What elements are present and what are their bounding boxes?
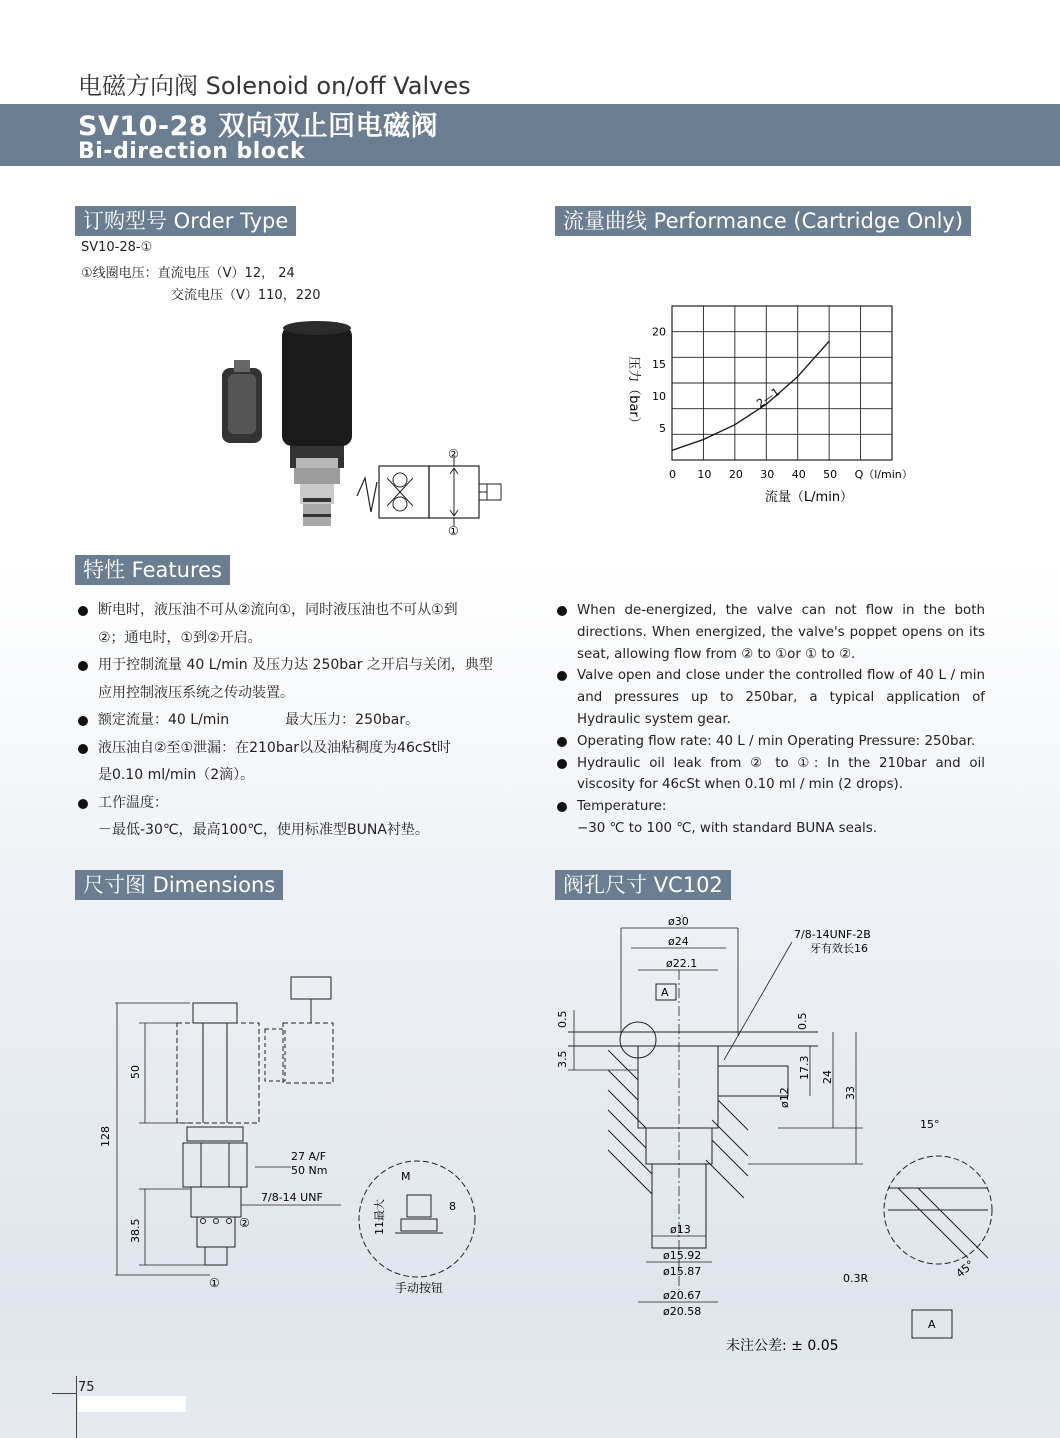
cav-thread-len: 牙有效长16	[810, 942, 868, 955]
order-voltage-dc: ①线圈电压：直流电压（V）12， 24	[81, 266, 295, 281]
chart-grid	[672, 306, 892, 460]
feature-en-temp: −30 ℃ to 100 ℃, with standard BUNA seals.	[577, 820, 877, 836]
dim-8: 8	[449, 1200, 456, 1213]
feature-cn-item: 用于控制流量 40 L/min 及压力达 250bar 之开启与关闭，典型 应用控制液压系统之传动装置。	[78, 652, 518, 707]
y-tick-label: 10	[652, 389, 666, 403]
dim-thread: 7/8-14 UNF	[261, 1191, 323, 1204]
dim-38-5: 38.5	[129, 1218, 142, 1243]
chart-xlabel: 流量（L/min）	[764, 490, 854, 505]
cavity-heading: 阀孔尺寸 VC102	[555, 870, 731, 900]
y-tick-label: 20	[652, 325, 666, 339]
feature-cn-item: 工作温度： －最低-30℃，最高100℃，使用标准型BUNA衬垫。	[78, 790, 518, 845]
cav-angle-45: 45°	[953, 1257, 977, 1281]
dimensions-drawing	[95, 965, 495, 1305]
cav-d0-5-right: 0.5	[796, 1012, 809, 1030]
cav-tolerance: 未注公差: ± 0.05	[726, 1338, 839, 1354]
cav-d20-58: ø20.58	[663, 1305, 702, 1318]
cav-thread: 7/8-14UNF-2B	[794, 928, 871, 941]
y-tick-label: 15	[652, 357, 666, 371]
x-tick-label: 20	[728, 468, 743, 481]
x-tick-label: 50	[823, 468, 838, 481]
footer-tick	[52, 1393, 77, 1394]
feature-cn-item: 断电时，液压油不可从②流向①，同时液压油也不可从①到 ②；通电时，①到②开启。	[78, 597, 518, 652]
cav-d13: ø13	[670, 1223, 691, 1236]
feature-en-item: When de-energized, the valve can not flow in the both directions. When energized, the valve's poppet opens on its seat, allowing flow from ② to ①or ① to ②.	[557, 600, 985, 665]
performance-chart	[615, 298, 945, 513]
dim-m: M	[401, 1170, 411, 1183]
dim-torque: 50 Nm	[291, 1164, 328, 1177]
dim-port2: ②	[239, 1216, 250, 1230]
cav-d17-3: 17.3	[798, 1055, 811, 1080]
footer-rule	[76, 1376, 77, 1438]
cav-r0-3: 0.3R	[843, 1272, 869, 1285]
page-number: 75	[78, 1380, 95, 1395]
category-title: 电磁方向阀 Solenoid on/off Valves	[78, 72, 471, 100]
cav-d24: ø24	[668, 935, 689, 948]
manual-button-label: 手动按钮	[395, 1281, 444, 1295]
feature-en-item: Valve open and close under the controlled flow of 40 L / min and pressures up to 250bar, a typical application of Hydraulic system gear.	[557, 665, 985, 730]
x-tick-label: 0	[669, 468, 676, 481]
cav-datum-a-box: A	[928, 1318, 936, 1331]
feature-en-item: Hydraulic oil leak from ② to ①: In the 210bar and oil viscosity for 46cSt when 0.10 ml / min (2 drops).	[557, 753, 985, 797]
dim-port1: ①	[209, 1276, 220, 1290]
x-tick-label: Q（l/min）	[854, 468, 913, 481]
y-tick-label: 5	[659, 421, 666, 435]
dim-128: 128	[99, 1126, 112, 1147]
hydraulic-symbol	[355, 448, 515, 538]
cav-angle-15: 15°	[920, 1118, 940, 1131]
cav-d15-92: ø15.92	[663, 1249, 702, 1262]
product-subtitle: Bi-direction block	[78, 139, 306, 164]
performance-heading: 流量曲线 Performance (Cartridge Only)	[555, 206, 971, 236]
order-type-heading: 订购型号 Order Type	[75, 206, 296, 236]
cav-d33: 33	[844, 1086, 857, 1100]
cav-d30: ø30	[668, 915, 689, 928]
x-tick-label: 40	[791, 468, 806, 481]
dim-max11: 11最大	[373, 1199, 386, 1235]
feature-en-item: Operating flow rate: 40 L / min Operating Pressure: 250bar.	[557, 731, 985, 753]
feature-en-item: Temperature:	[557, 796, 985, 818]
features-cn	[78, 597, 518, 845]
product-title: SV10-28 双向双止回电磁阀	[78, 111, 439, 142]
cavity-drawing	[548, 910, 1008, 1360]
dim-50: 50	[129, 1065, 142, 1079]
valve-photo	[210, 318, 370, 538]
x-tick-label: 10	[697, 468, 712, 481]
symbol-port1: ①	[448, 524, 459, 538]
cav-d15-87: ø15.87	[663, 1265, 702, 1278]
dim-af: 27 A/F	[291, 1150, 327, 1163]
cav-datum-a: A	[661, 986, 669, 999]
features-en	[557, 600, 985, 840]
series-label: 2—1	[754, 385, 783, 411]
cav-d22-1: ø22.1	[666, 957, 698, 970]
features-heading: 特性 Features	[75, 555, 230, 585]
chart-ylabel: 压力（bar）	[626, 356, 641, 430]
cav-d12: ø12	[778, 1087, 791, 1108]
cav-d3-5: 3.5	[556, 1050, 569, 1068]
order-voltage-ac: 交流电压（V）110，220	[171, 288, 321, 303]
x-tick-label: 30	[760, 468, 775, 481]
cav-d24-v: 24	[821, 1070, 834, 1084]
feature-cn-item: 额定流量：40 L/min 最大压力：250bar。	[78, 707, 518, 735]
order-model: SV10-28-①	[81, 240, 153, 255]
footer-box	[78, 1396, 186, 1412]
cav-d20-67: ø20.67	[663, 1289, 702, 1302]
dimensions-heading: 尺寸图 Dimensions	[75, 870, 283, 900]
feature-cn-item: 液压油自②至①泄漏：在210bar以及油粘稠度为46cSt时 是0.10 ml/min（2滴）。	[78, 735, 518, 790]
symbol-port2: ②	[448, 448, 459, 461]
cav-d0-5-left: 0.5	[556, 1010, 569, 1028]
